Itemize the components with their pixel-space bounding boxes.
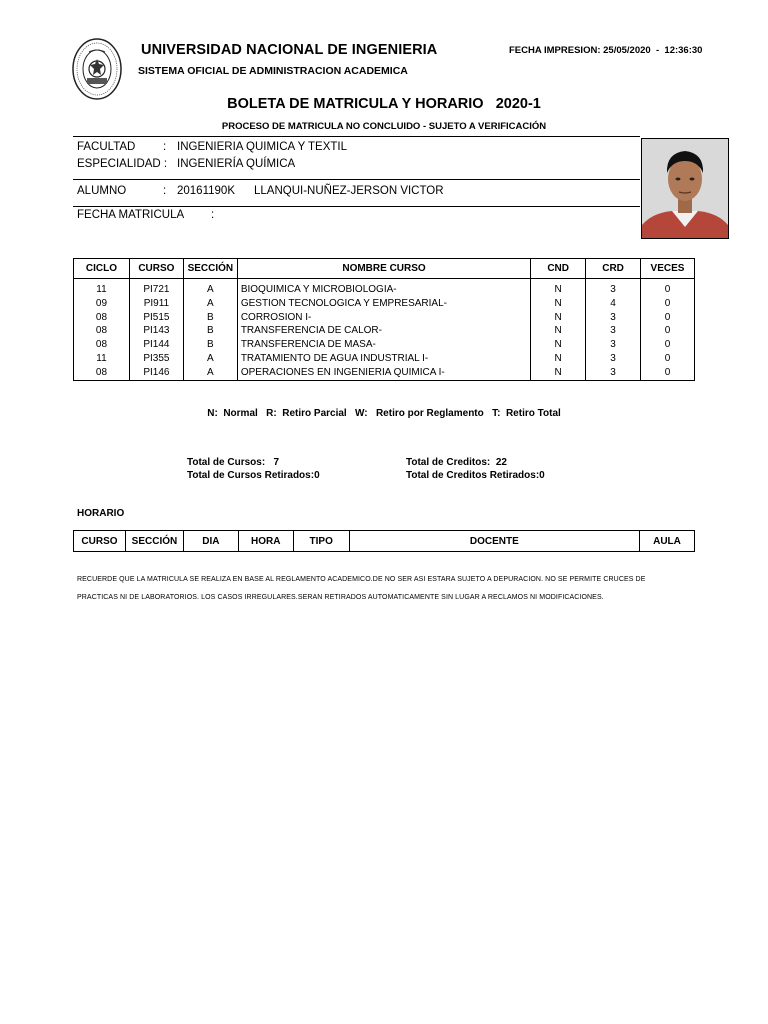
col-header-aula: AULA <box>640 531 695 552</box>
cell-nombre: TRATAMIENTO DE AGUA INDUSTRIAL I- <box>237 352 530 366</box>
col-header-crd: CRD <box>586 259 641 279</box>
university-name: UNIVERSIDAD NACIONAL DE INGENIERIA <box>141 42 438 58</box>
cell-ciclo: 08 <box>74 311 130 325</box>
cell-ciclo: 11 <box>74 283 130 297</box>
cell-nombre: OPERACIONES EN INGENIERIA QUIMICA I- <box>237 366 530 380</box>
cell-seccion: A <box>183 366 237 380</box>
cell-cnd: N <box>531 283 586 297</box>
total-withdrawn-credits-label: Total de Creditos Retirados: <box>406 470 540 481</box>
cell-ciclo: 08 <box>74 324 130 338</box>
table-row <box>74 338 695 352</box>
cell-cnd: N <box>531 338 586 352</box>
cell-seccion: B <box>183 311 237 325</box>
cell-veces: 0 <box>641 283 695 297</box>
courses-table <box>73 258 695 381</box>
total-withdrawn-credits <box>406 470 545 481</box>
cell-crd: 3 <box>586 311 641 325</box>
total-credits-value: 22 <box>495 457 507 468</box>
col-header-seccion: SECCIÓN <box>125 531 183 552</box>
print-date: FECHA IMPRESION: 25/05/2020 - 12:36:30 <box>509 45 703 56</box>
university-seal-icon <box>72 38 122 100</box>
cell-cnd: N <box>531 297 586 311</box>
total-credits <box>406 457 507 468</box>
cell-seccion: B <box>183 324 237 338</box>
total-withdrawn-courses <box>187 470 320 481</box>
title-text: BOLETA DE MATRICULA Y HORARIO <box>227 96 484 112</box>
col-header-hora: HORA <box>238 531 293 552</box>
col-header-ciclo: CICLO <box>74 259 130 279</box>
faculty-label: FACULTAD <box>77 141 136 153</box>
cell-crd: 3 <box>586 338 641 352</box>
faculty-colon: : <box>163 141 167 153</box>
table-header-row <box>74 531 695 552</box>
table-row <box>74 324 695 338</box>
cell-ciclo: 11 <box>74 352 130 366</box>
divider <box>73 206 640 207</box>
print-date-label: FECHA IMPRESION: <box>509 45 601 56</box>
cell-seccion: A <box>183 283 237 297</box>
total-withdrawn-courses-label: Total de Cursos Retirados: <box>187 470 315 481</box>
cell-veces: 0 <box>641 366 695 380</box>
document-title <box>0 96 768 112</box>
cell-curso: PI355 <box>129 352 183 366</box>
cell-nombre: TRANSFERENCIA DE MASA- <box>237 338 530 352</box>
print-time-value: 12:36:30 <box>664 45 703 56</box>
schedule-label: HORARIO <box>77 508 125 519</box>
enrollment-note-line2: PRACTICAS NI DE LABORATORIOS. LOS CASOS IRREGULARES.SERAN RETIRADOS AUTOMATICAMENTE SIN LUGAR A RECLAMOS NI MODIFICACIONES. <box>77 594 604 601</box>
table-row <box>74 352 695 366</box>
cell-nombre: TRANSFERENCIA DE CALOR- <box>237 324 530 338</box>
document-subtitle: PROCESO DE MATRICULA NO CONCLUIDO - SUJETO A VERIFICACIÓN <box>221 121 547 132</box>
cell-cnd: N <box>531 352 586 366</box>
total-courses-value: 7 <box>273 457 280 468</box>
table-header-row <box>74 259 695 279</box>
cell-nombre: GESTION TECNOLOGICA Y EMPRESARIAL- <box>237 297 530 311</box>
cell-crd: 3 <box>586 352 641 366</box>
table-row <box>74 283 695 297</box>
student-name: LLANQUI-NUÑEZ-JERSON VICTOR <box>254 185 444 197</box>
condition-legend: N: Normal R: Retiro Parcial W: Retiro por Reglamento T: Retiro Total <box>207 408 561 419</box>
student-code: 20161190K <box>177 185 235 197</box>
cell-cnd: N <box>531 311 586 325</box>
schedule-table <box>73 530 695 552</box>
col-header-tipo: TIPO <box>293 531 349 552</box>
cell-veces: 0 <box>641 324 695 338</box>
cell-cnd: N <box>531 324 586 338</box>
specialty-value: INGENIERÍA QUÍMICA <box>177 158 296 170</box>
cell-veces: 0 <box>641 352 695 366</box>
print-date-value: 25/05/2020 <box>603 45 651 56</box>
cell-curso: PI146 <box>129 366 183 380</box>
cell-curso: PI911 <box>129 297 183 311</box>
enrollment-note-line1: RECUERDE QUE LA MATRICULA SE REALIZA EN BASE AL REGLAMENTO ACADEMICO.DE NO SER ASI ESTARA SUJETO A DEPURACION. NO SE PERMITE CRUCES DE <box>77 576 646 583</box>
cell-ciclo: 08 <box>74 366 130 380</box>
cell-curso: PI143 <box>129 324 183 338</box>
total-courses-label: Total de Cursos: <box>187 457 266 468</box>
cell-veces: 0 <box>641 297 695 311</box>
col-header-nombre: NOMBRE CURSO <box>237 259 530 279</box>
col-header-curso: CURSO <box>129 259 183 279</box>
col-header-dia: DIA <box>183 531 238 552</box>
cell-veces: 0 <box>641 338 695 352</box>
enroll-date-colon: : <box>211 209 215 221</box>
total-withdrawn-courses-value: 0 <box>314 470 320 481</box>
divider <box>73 179 640 180</box>
cell-cnd: N <box>531 366 586 380</box>
cell-curso: PI721 <box>129 283 183 297</box>
term: 2020-1 <box>495 96 541 112</box>
cell-crd: 4 <box>586 297 641 311</box>
col-header-docente: DOCENTE <box>349 531 639 552</box>
faculty-value: INGENIERIA QUIMICA Y TEXTIL <box>177 141 347 153</box>
cell-curso: PI144 <box>129 338 183 352</box>
cell-seccion: A <box>183 297 237 311</box>
cell-seccion: B <box>183 338 237 352</box>
col-header-veces: VECES <box>641 259 695 279</box>
student-label: ALUMNO <box>77 185 127 197</box>
total-courses <box>187 457 279 468</box>
cell-ciclo: 09 <box>74 297 130 311</box>
cell-nombre: CORROSION I- <box>237 311 530 325</box>
total-withdrawn-credits-value: 0 <box>539 470 545 481</box>
enroll-date-label: FECHA MATRICULA <box>77 209 185 221</box>
table-row <box>74 366 695 380</box>
cell-crd: 3 <box>586 366 641 380</box>
cell-nombre: BIOQUIMICA Y MICROBIOLOGIA- <box>237 283 530 297</box>
col-header-seccion: SECCIÓN <box>183 259 237 279</box>
col-header-cnd: CND <box>531 259 586 279</box>
total-credits-label: Total de Creditos: <box>406 457 491 468</box>
student-colon: : <box>163 185 167 197</box>
cell-veces: 0 <box>641 311 695 325</box>
system-name: SISTEMA OFICIAL DE ADMINISTRACION ACADEMICA <box>138 65 408 77</box>
divider <box>73 136 640 137</box>
cell-seccion: A <box>183 352 237 366</box>
cell-curso: PI515 <box>129 311 183 325</box>
cell-crd: 3 <box>586 324 641 338</box>
student-photo <box>641 138 729 239</box>
table-row <box>74 297 695 311</box>
cell-crd: 3 <box>586 283 641 297</box>
table-row <box>74 311 695 325</box>
col-header-curso: CURSO <box>74 531 126 552</box>
cell-ciclo: 08 <box>74 338 130 352</box>
specialty-label: ESPECIALIDAD : <box>77 158 168 170</box>
